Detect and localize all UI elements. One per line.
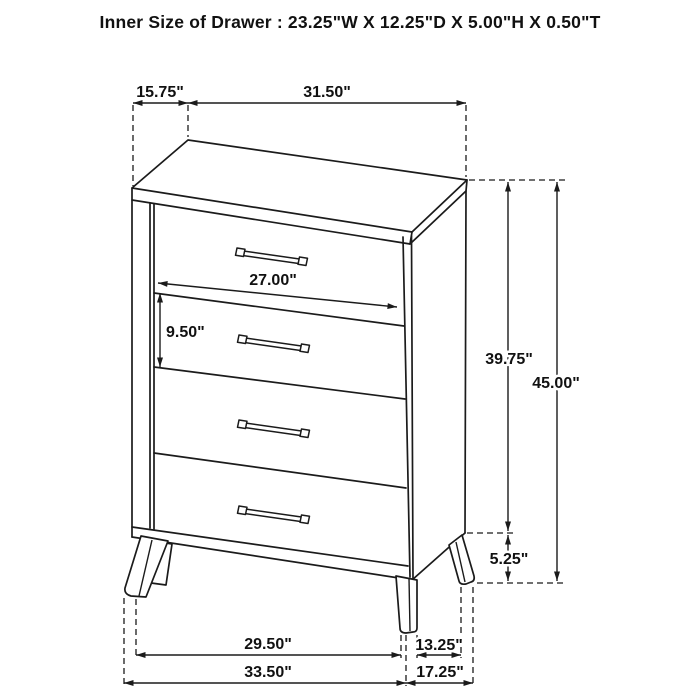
- front-right-leg: [396, 576, 417, 633]
- drawer-divider-2: [154, 367, 405, 399]
- drawer-divider-1: [154, 293, 404, 326]
- label-top-depth: 15.75": [136, 84, 184, 101]
- left-corner-lines: [150, 203, 154, 529]
- top-surface: [132, 140, 467, 232]
- drawer-1-handle: [236, 248, 308, 266]
- front-right-leg-edge: [409, 578, 410, 631]
- chest-drawing: [125, 140, 474, 633]
- body-bottom-front-edge: [132, 537, 412, 580]
- drawer-3-handle: [238, 420, 310, 438]
- rear-right-leg: [449, 535, 474, 584]
- page-title: Inner Size of Drawer : 23.25"W X 12.25"D X 5.00"H X 0.50"T: [99, 12, 601, 32]
- drawer-4-handle: [238, 506, 310, 524]
- body-back-edge: [465, 191, 466, 533]
- label-drawer-width: 27.00": [249, 272, 297, 289]
- label-overall-width: 33.50": [244, 664, 292, 681]
- drawer-divider-3: [154, 453, 406, 488]
- drawer-divider-4: [132, 527, 408, 566]
- label-case-height: 39.75": [485, 351, 533, 368]
- label-side-leg-spread: 13.25": [415, 637, 463, 654]
- label-front-leg-spread: 29.50": [244, 636, 292, 653]
- label-drawer-height: 9.50": [166, 324, 205, 341]
- label-leg-height: 5.25": [489, 551, 529, 568]
- label-top-width: 31.50": [303, 84, 351, 101]
- label-overall-height: 45.00": [532, 375, 580, 392]
- right-corner-lines: [403, 236, 413, 580]
- drawer-2-handle: [238, 335, 310, 353]
- label-overall-depth: 17.25": [416, 664, 464, 681]
